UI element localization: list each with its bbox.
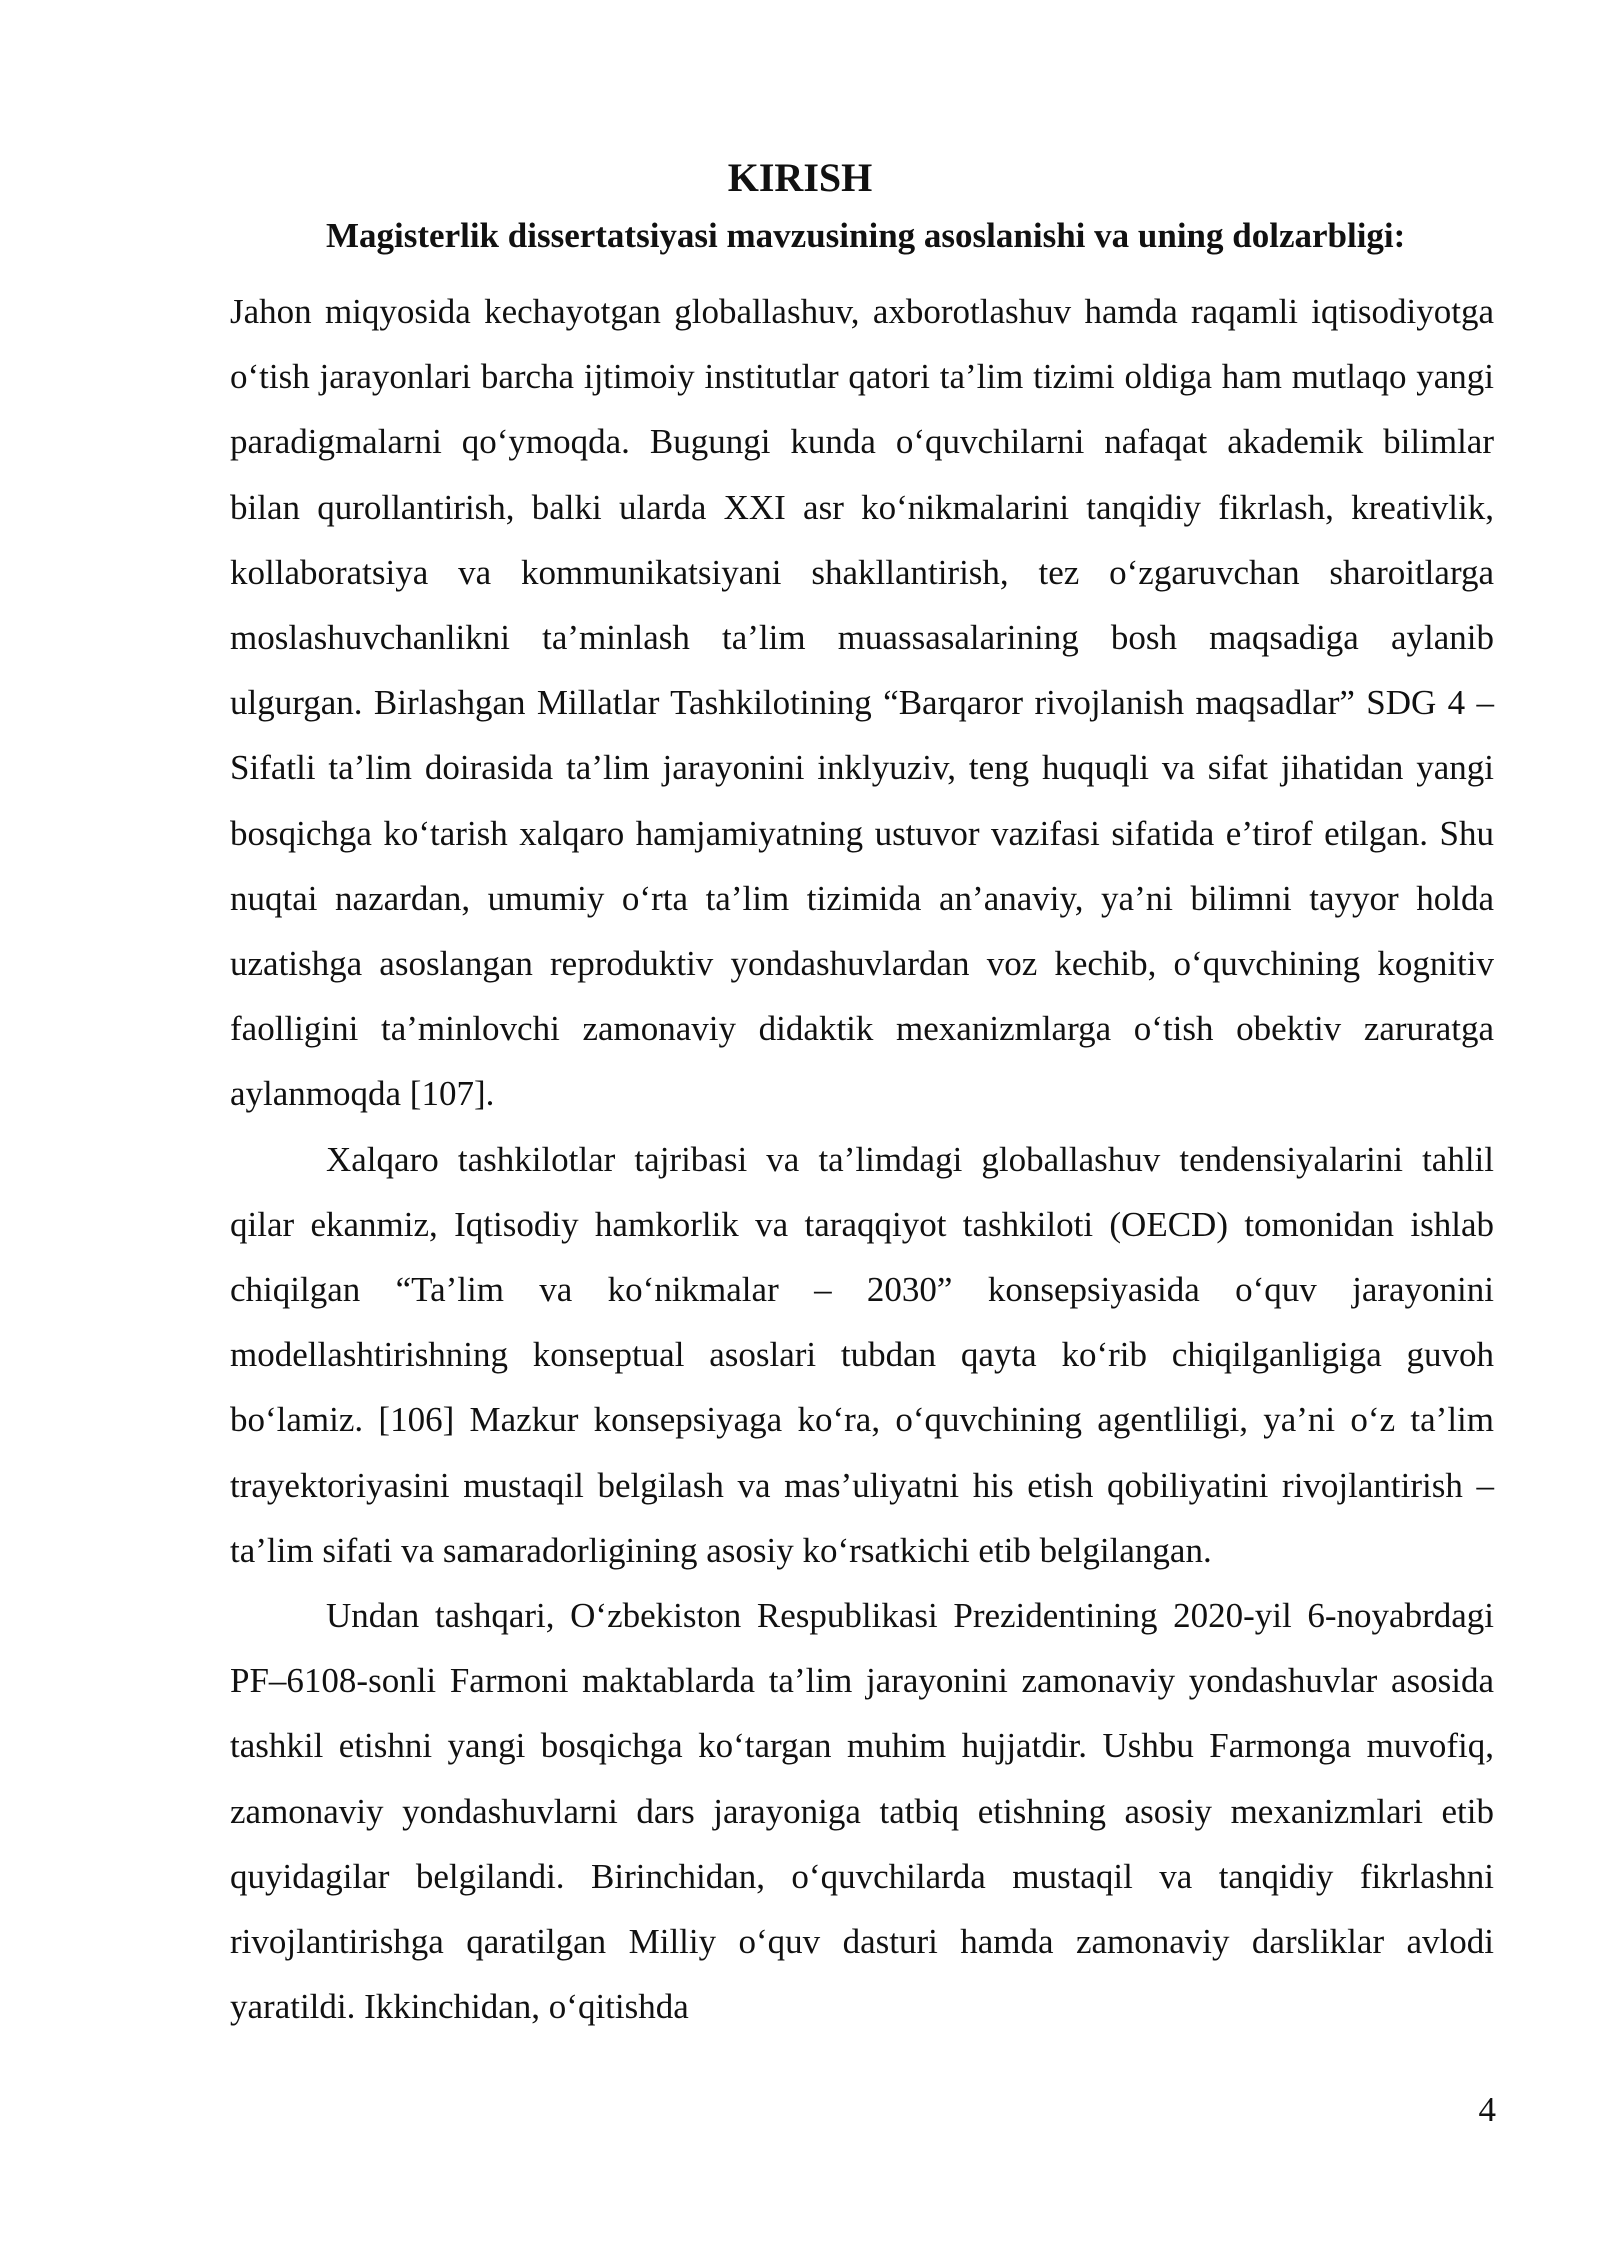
section-heading: Magisterlik dissertatsiyasi mavzusining asoslanishi va uning dolzarbligi: <box>326 216 1406 255</box>
paragraph-2: Xalqaro tashkilotlar tajribasi va ta’limdagi globallashuv tendensiyalarini tahlil qilar ekanmiz, Iqtisodiy hamkorlik va taraqqiyot tashkiloti (OECD) tomonidan ishlab chiqilgan “Ta’lim va ko‘nikmalar – 2030” konsepsiyasida o‘quv jarayonini modellashtirishning konseptual asoslari tubdan qayta ko‘rib chiqilganligiga guvoh bo‘lamiz. [106] Mazkur konsepsiyaga ko‘ra, o‘quvchining agentliligi, ya’ni o‘z ta’lim trayektoriyasini mustaqil belgilash va mas’uliyatni his etish qobiliyatini rivojlantirish – ta’lim sifati va samaradorligining asosiy ko‘rsatkichi etib belgilangan. <box>230 1139 1494 1570</box>
page-title: KIRISH <box>727 155 873 200</box>
paragraph-1: Jahon miqyosida kechayotgan globallashuv, axborotlashuv hamda raqamli iqtisodiyotga o‘tish jarayonlari barcha ijtimoiy institutlar qatori ta’lim tizimi oldiga ham mutlaqo yangi paradigmalarni qo‘ymoqda. Bugungi kunda o‘quvchilarni nafaqat akademik bilimlar bilan qurollantirish, balki ularda XXI asr ko‘nikmalarini tanqidiy fikrlash, kreativlik, kollaboratsiya va kommunikatsiyani shakllantirish, tez o‘zgaruvchan sharoitlarga moslashuvchanlikni ta’minlash ta’lim muassasalarining bosh maqsadiga aylanib ulgurgan. Birlashgan Millatlar Tashkilotining “Barqaror rivojlanish maqsadlar” SDG 4 – Sifatli ta’lim doirasida ta’lim jarayonini inklyuziv, teng huquqli va sifat jihatidan yangi bosqichga ko‘tarish xalqaro hamjamiyatning ustuvor vazifasi sifatida e’tirof etilgan. Shu nuqtai nazardan, umumiy o‘rta ta’lim tizimida an’anaviy, ya’ni bilimni tayyor holda uzatishga asoslangan reproduktiv yondashuvlardan voz kechib, o‘quvchining kognitiv faolligini ta’minlovchi zamonaviy didaktik mexanizmlarga o‘tish obektiv zaruratga aylanmoqda [107]. <box>230 292 1494 1114</box>
page-number: 4 <box>1478 2090 1496 2129</box>
paragraph-3: Undan tashqari, O‘zbekiston Respublikasi Prezidentining 2020-yil 6-noyabrdagi PF–6108-sonli Farmoni maktablarda ta’lim jarayonini zamonaviy yondashuvlar asosida tashkil etishni yangi bosqichga ko‘targan muhim hujjatdir. Ushbu Farmonga muvofiq, zamonaviy yondashuvlarni dars jarayoniga tatbiq etishning asosiy mexanizmlari etib quyidagilar belgilandi. Birinchidan, o‘quvchilarda mustaqil va tanqidiy fikrlashni rivojlantirishga qaratilgan Milliy o‘quv dasturi hamda zamonaviy darsliklar avlodi yaratildi. Ikkinchidan, o‘qitishda <box>230 1596 1494 2027</box>
body-text <box>230 279 1494 2039</box>
